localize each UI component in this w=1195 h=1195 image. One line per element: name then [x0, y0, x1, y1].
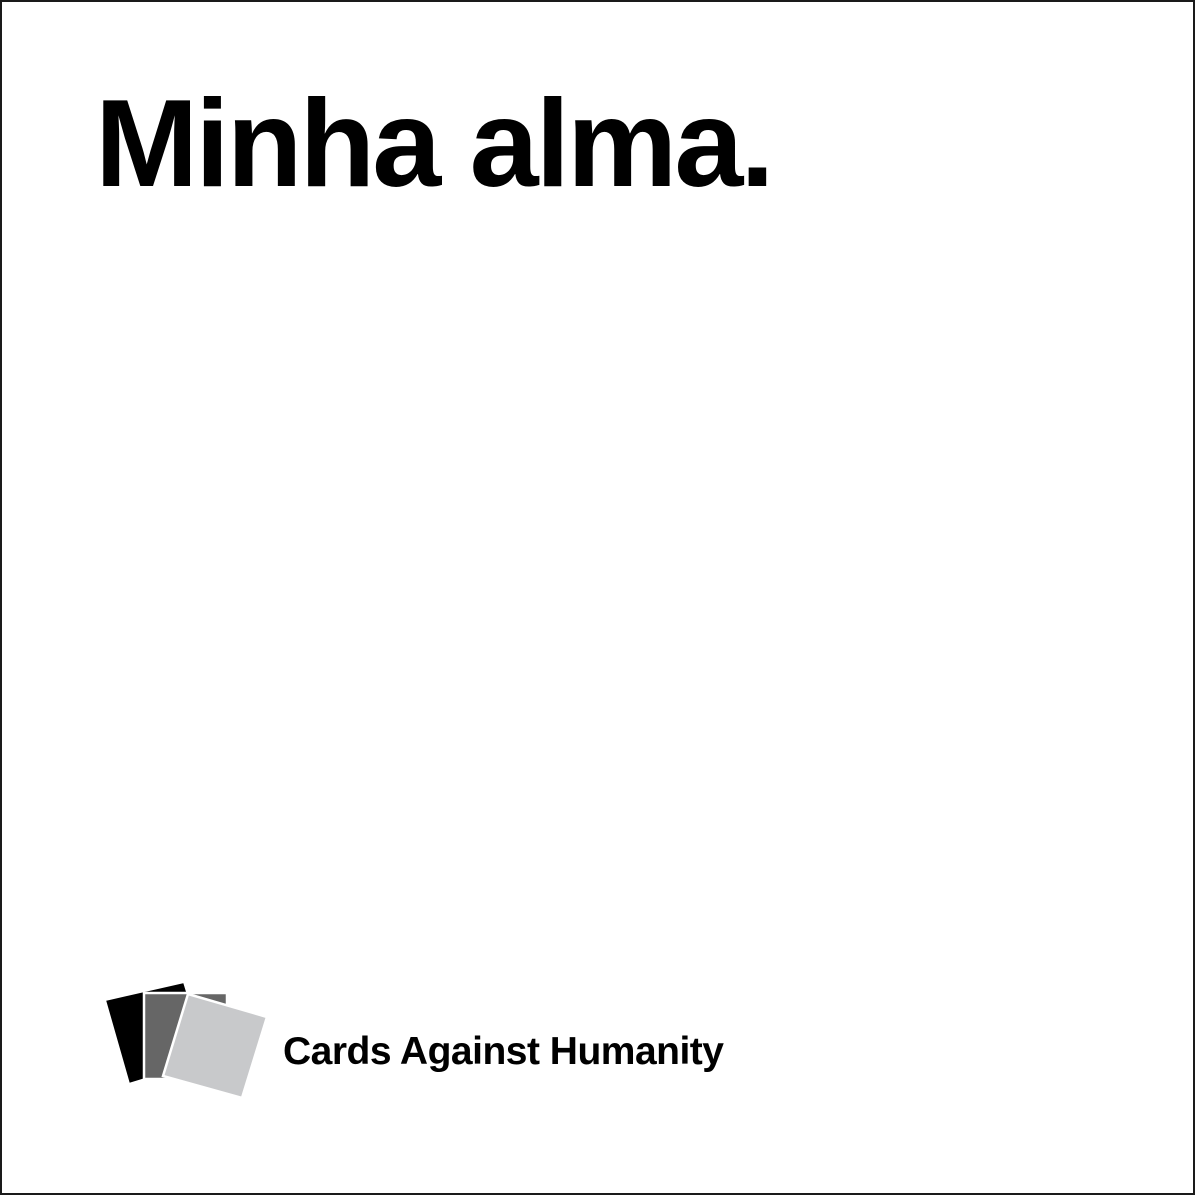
three-stacked-cards-icon [102, 982, 272, 1102]
brand-name: Cards Against Humanity [283, 1030, 724, 1073]
brand-footer [102, 982, 822, 1107]
card-text: Minha alma. [95, 75, 772, 213]
